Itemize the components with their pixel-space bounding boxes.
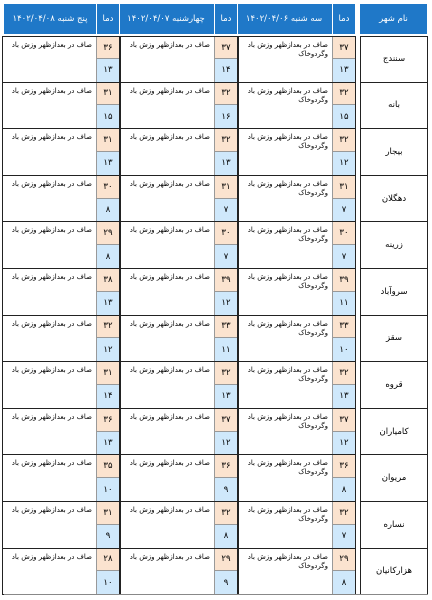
forecast-cell-d2 [120,362,238,409]
max-temperature: ۳۰ [333,222,355,245]
forecast-cell-d3 [2,502,120,549]
city-name: بانه [360,83,428,130]
header-day1-temp: دما [333,4,356,34]
min-temperature: ۱۲ [215,432,237,455]
weather-description: صاف در بعدازظهر وزش باد [121,362,215,408]
max-temperature: ۳۱ [97,502,119,525]
city-name: مریوان [360,455,428,502]
min-temperature: ۸ [215,525,237,548]
max-temperature: ۲۸ [97,549,119,572]
forecast-cell-d1 [238,222,356,269]
city-name: سقز [360,316,428,363]
min-temperature: ۹ [215,478,237,501]
table-row [4,176,428,223]
weather-description: صاف در بعدازظهر وزش باد [3,316,97,362]
forecast-cell-d3 [2,549,120,596]
weather-description: صاف در بعدازظهر وزش باد [3,409,97,455]
weather-description: صاف در بعدازظهر وزش باد [121,316,215,362]
max-temperature: ۳۱ [215,176,237,199]
weather-description: صاف در بعدازظهر وزش باد وگردوخاک [239,455,333,501]
forecast-cell-d3 [2,36,120,83]
max-temperature: ۳۲ [215,362,237,385]
forecast-cell-d2 [120,176,238,223]
forecast-cell-d1 [238,502,356,549]
max-temperature: ۳۲ [333,502,355,525]
min-temperature: ۱۴ [215,59,237,81]
header-day3: پنج شنبه ۱۴۰۲/۰۴/۰۸ [4,4,97,34]
city-name: زرینه [360,222,428,269]
forecast-cell-d3 [2,362,120,409]
forecast-cell-d2 [120,129,238,176]
weather-description: صاف در بعدازظهر وزش باد [3,455,97,501]
table-row [4,129,428,176]
min-temperature: ۱۴ [97,385,119,408]
weather-description: صاف در بعدازظهر وزش باد وگردوخاک [239,37,333,82]
max-temperature: ۲۹ [215,549,237,572]
city-name: کامیاران [360,409,428,456]
min-temperature: ۱۳ [97,292,119,315]
max-temperature: ۳۲ [215,502,237,525]
forecast-cell-d2 [120,316,238,363]
weather-description: صاف در بعدازظهر وزش باد [121,37,215,82]
city-name: سروآباد [360,269,428,316]
weather-description: صاف در بعدازظهر وزش باد [121,129,215,175]
footer-divider [4,594,428,600]
max-temperature: ۲۹ [97,222,119,245]
table-row [4,502,428,549]
weather-description: صاف در بعدازظهر وزش باد [3,129,97,175]
max-temperature: ۳۷ [333,37,355,59]
city-name: بیجار [360,129,428,176]
max-temperature: ۳۲ [333,83,355,106]
min-temperature: ۹ [97,525,119,548]
forecast-cell-d1 [238,129,356,176]
max-temperature: ۳۶ [97,409,119,432]
max-temperature: ۳۲ [333,362,355,385]
weather-description: صاف در بعدازظهر وزش باد [121,502,215,548]
max-temperature: ۳۶ [333,455,355,478]
max-temperature: ۳۷ [215,37,237,59]
max-temperature: ۳۹ [215,269,237,292]
forecast-cell-d3 [2,129,120,176]
max-temperature: ۳۶ [97,37,119,59]
forecast-cell-d3 [2,83,120,130]
table-row [4,455,428,502]
weather-description: صاف در بعدازظهر وزش باد [3,83,97,129]
forecast-cell-d3 [2,176,120,223]
forecast-cell-d1 [238,455,356,502]
forecast-cell-d2 [120,455,238,502]
min-temperature: ۱۳ [215,152,237,175]
forecast-cell-d1 [238,316,356,363]
max-temperature: ۳۰ [215,222,237,245]
max-temperature: ۳۲ [215,83,237,106]
weather-description: صاف در بعدازظهر وزش باد [121,269,215,315]
forecast-cell-d1 [238,362,356,409]
table-row [4,409,428,456]
table-header [4,4,428,34]
weather-description: صاف در بعدازظهر وزش باد [3,222,97,268]
max-temperature: ۳۲ [333,129,355,152]
forecast-cell-d1 [238,83,356,130]
header-day2-temp: دما [215,4,238,34]
weather-description: صاف در بعدازظهر وزش باد [121,549,215,595]
max-temperature: ۳۳ [333,316,355,339]
min-temperature: ۷ [215,245,237,268]
max-temperature: ۳۸ [97,269,119,292]
max-temperature: ۳۷ [215,409,237,432]
header-day1: سه شنبه ۱۴۰۲/۰۴/۰۶ [236,4,333,34]
weather-description: صاف در بعدازظهر وزش باد وگردوخاک [239,316,333,362]
max-temperature: ۳۳ [215,316,237,339]
forecast-cell-d2 [120,269,238,316]
min-temperature: ۱۲ [97,338,119,361]
city-name: هزارکانیان [360,549,428,596]
max-temperature: ۳۵ [97,455,119,478]
min-temperature: ۹ [215,571,237,594]
min-temperature: ۱۳ [97,152,119,175]
forecast-cell-d3 [2,269,120,316]
min-temperature: ۷ [215,199,237,222]
min-temperature: ۱۵ [97,105,119,128]
max-temperature: ۳۷ [333,409,355,432]
forecast-cell-d3 [2,455,120,502]
min-temperature: ۱۱ [215,338,237,361]
city-name: نساره [360,502,428,549]
weather-description: صاف در بعدازظهر وزش باد وگردوخاک [239,83,333,129]
min-temperature: ۱۰ [97,478,119,501]
min-temperature: ۱۳ [215,385,237,408]
weather-description: صاف در بعدازظهر وزش باد وگردوخاک [239,269,333,315]
weather-description: صاف در بعدازظهر وزش باد وگردوخاک [239,129,333,175]
header-day3-temp: دما [97,4,120,34]
max-temperature: ۳۱ [97,83,119,106]
forecast-cell-d3 [2,409,120,456]
weather-description: صاف در بعدازظهر وزش باد وگردوخاک [239,222,333,268]
max-temperature: ۳۲ [97,316,119,339]
max-temperature: ۳۲ [215,129,237,152]
min-temperature: ۱۳ [97,432,119,455]
min-temperature: ۷ [333,245,355,268]
table-row [4,549,428,596]
weather-description: صاف در بعدازظهر وزش باد وگردوخاک [239,409,333,455]
min-temperature: ۷ [333,525,355,548]
min-temperature: ۸ [333,478,355,501]
forecast-cell-d2 [120,83,238,130]
forecast-cell-d2 [120,549,238,596]
min-temperature: ۱۲ [333,152,355,175]
forecast-cell-d3 [2,316,120,363]
weather-description: صاف در بعدازظهر وزش باد [3,176,97,222]
min-temperature: ۱۵ [333,105,355,128]
max-temperature: ۳۹ [333,269,355,292]
max-temperature: ۳۱ [97,362,119,385]
min-temperature: ۸ [333,571,355,594]
min-temperature: ۱۰ [97,571,119,594]
weather-description: صاف در بعدازظهر وزش باد [3,269,97,315]
weather-description: صاف در بعدازظهر وزش باد وگردوخاک [239,502,333,548]
forecast-cell-d1 [238,176,356,223]
forecast-cell-d1 [238,269,356,316]
weather-description: صاف در بعدازظهر وزش باد وگردوخاک [239,362,333,408]
weather-description: صاف در بعدازظهر وزش باد [121,83,215,129]
forecast-table [4,4,428,594]
forecast-cell-d1 [238,36,356,83]
min-temperature: ۱۶ [215,105,237,128]
min-temperature: ۱۲ [333,432,355,455]
table-row [4,83,428,130]
min-temperature: ۱۳ [97,59,119,81]
table-row [4,362,428,409]
weather-description: صاف در بعدازظهر وزش باد [121,176,215,222]
weather-description: صاف در بعدازظهر وزش باد [3,502,97,548]
header-city: نام شهر [360,4,428,34]
header-day2: چهارشنبه ۱۴۰۲/۰۴/۰۷ [118,4,215,34]
weather-description: صاف در بعدازظهر وزش باد [3,362,97,408]
min-temperature: ۱۲ [215,292,237,315]
table-row [4,269,428,316]
forecast-cell-d1 [238,549,356,596]
forecast-cell-d2 [120,502,238,549]
weather-description: صاف در بعدازظهر وزش باد [121,409,215,455]
table-row [4,222,428,269]
weather-description: صاف در بعدازظهر وزش باد [3,549,97,595]
max-temperature: ۳۱ [333,176,355,199]
max-temperature: ۳۱ [97,129,119,152]
min-temperature: ۱۱ [333,292,355,315]
max-temperature: ۲۹ [333,549,355,572]
weather-description: صاف در بعدازظهر وزش باد [121,222,215,268]
min-temperature: ۷ [333,199,355,222]
min-temperature: ۱۳ [333,59,355,81]
weather-description: صاف در بعدازظهر وزش باد وگردوخاک [239,176,333,222]
max-temperature: ۳۶ [215,455,237,478]
forecast-cell-d1 [238,409,356,456]
weather-description: صاف در بعدازظهر وزش باد [121,455,215,501]
city-name: قروه [360,362,428,409]
city-name: دهگلان [360,176,428,223]
forecast-cell-d3 [2,222,120,269]
forecast-cell-d2 [120,36,238,83]
max-temperature: ۳۰ [97,176,119,199]
forecast-cell-d2 [120,409,238,456]
forecast-cell-d2 [120,222,238,269]
min-temperature: ۱۰ [333,338,355,361]
weather-description: صاف در بعدازظهر وزش باد [3,37,97,82]
city-name: سنندج [360,36,428,83]
min-temperature: ۱۳ [333,385,355,408]
table-row [4,316,428,363]
table-row [4,36,428,83]
weather-description: صاف در بعدازظهر وزش باد وگردوخاک [239,549,333,595]
min-temperature: ۸ [97,199,119,222]
min-temperature: ۸ [97,245,119,268]
